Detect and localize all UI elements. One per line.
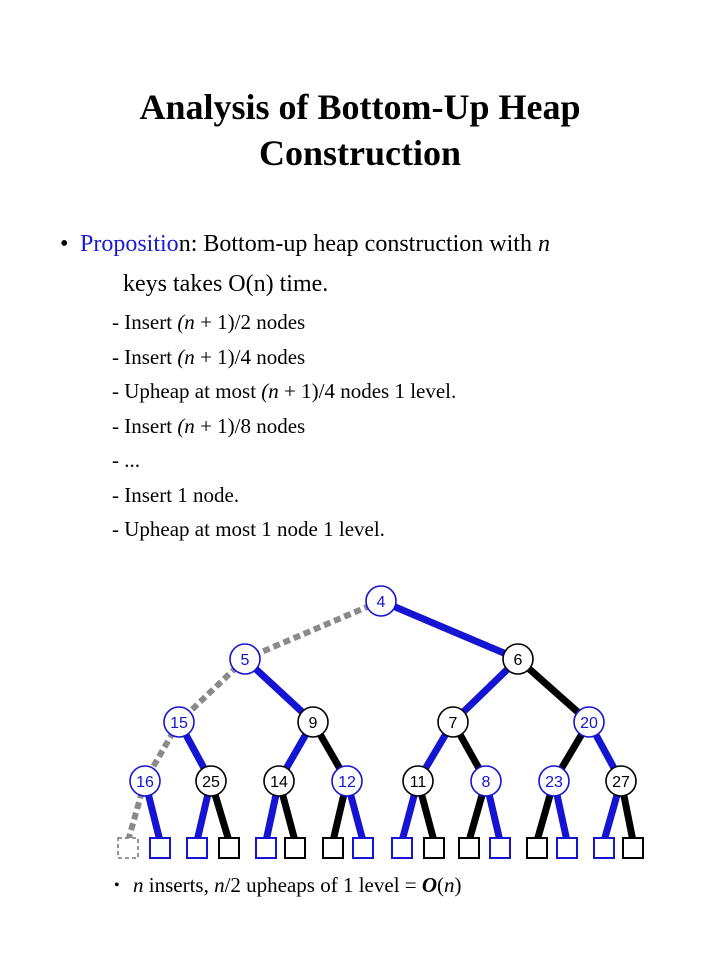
external-leaf-8 bbox=[392, 838, 412, 858]
heap-node bbox=[332, 766, 362, 796]
heap-node-label: 20 bbox=[580, 715, 598, 732]
heap-node bbox=[471, 766, 501, 796]
external-leaf-1 bbox=[150, 838, 170, 858]
heap-node bbox=[503, 644, 533, 674]
external-leaf-2 bbox=[187, 838, 207, 858]
heap-node bbox=[438, 707, 468, 737]
step-item: - ... bbox=[112, 448, 140, 472]
heap-node-label: 9 bbox=[308, 715, 318, 732]
heap-node-label: 25 bbox=[202, 774, 220, 791]
heap-node bbox=[230, 644, 260, 674]
step-item: - Upheap at most 1 node 1 level. bbox=[112, 517, 385, 541]
heap-node-label: 15 bbox=[170, 715, 188, 732]
proposition-line bbox=[60, 228, 550, 260]
n-variable: n bbox=[537, 231, 550, 257]
heap-node-label: 14 bbox=[270, 774, 288, 791]
heap-node-label: 8 bbox=[481, 774, 491, 791]
heap-node bbox=[130, 766, 160, 796]
proposition-text: : Bottom-up heap construction with bbox=[190, 231, 538, 257]
external-leaf-4 bbox=[256, 838, 276, 858]
proposition-continuation: keys takes O(n) time. bbox=[123, 271, 329, 297]
external-leaf-14 bbox=[594, 838, 614, 858]
heap-node-label: 12 bbox=[338, 774, 356, 791]
steps-list bbox=[112, 306, 456, 548]
heap-node-label: 11 bbox=[409, 774, 427, 791]
heap-node-label: 23 bbox=[545, 774, 563, 791]
external-leaf-9 bbox=[424, 838, 444, 858]
step-item: - Insert (n + 1)/2 nodes bbox=[112, 310, 306, 334]
heap-node-label: 27 bbox=[612, 774, 630, 791]
slide-title bbox=[0, 84, 720, 176]
step-item: - Insert (n + 1)/4 nodes bbox=[112, 344, 306, 369]
external-leaf-12 bbox=[527, 838, 547, 858]
external-leaf-13 bbox=[557, 838, 577, 858]
heap-node bbox=[196, 766, 226, 796]
caption-bullet-icon: • bbox=[114, 877, 120, 894]
tree-edge-r-a bbox=[245, 601, 381, 659]
title-line-1: Analysis of Bottom-Up Heap bbox=[139, 87, 581, 127]
external-leaf-11 bbox=[490, 838, 510, 858]
heap-node-label: 4 bbox=[376, 594, 386, 611]
title-line-2: Construction bbox=[258, 133, 461, 173]
heap-node bbox=[264, 766, 294, 796]
heap-node-label: 7 bbox=[448, 715, 458, 732]
heap-node-label: 5 bbox=[240, 652, 250, 669]
external-leaf-10 bbox=[459, 838, 479, 858]
heap-node bbox=[366, 586, 396, 616]
heap-node bbox=[539, 766, 569, 796]
proposition-word-end: n bbox=[178, 231, 191, 257]
step-item: - Insert (n + 1)/8 nodes bbox=[112, 413, 306, 438]
heap-node bbox=[403, 766, 433, 796]
heap-node bbox=[164, 707, 194, 737]
heap-node bbox=[606, 766, 636, 796]
proposition-word-blue: Propositio bbox=[80, 231, 179, 257]
step-item: - Upheap at most (n + 1)/4 nodes 1 level. bbox=[112, 379, 457, 403]
heap-node bbox=[298, 707, 328, 737]
step-item: - Insert 1 node. bbox=[112, 482, 240, 507]
external-leaf-5 bbox=[285, 838, 305, 858]
heap-node-label: 6 bbox=[513, 652, 523, 669]
heap-tree-diagram bbox=[0, 575, 720, 865]
external-leaf-3 bbox=[219, 838, 239, 858]
bullet-icon: • bbox=[60, 231, 69, 257]
caption-line: • n inserts, n/2 upheaps of 1 level = O(n) bbox=[114, 870, 462, 901]
tree-edge-r-b bbox=[381, 601, 518, 659]
external-leaf-0 bbox=[118, 838, 138, 858]
heap-node bbox=[574, 707, 604, 737]
heap-node-label: 16 bbox=[136, 774, 154, 791]
external-leaf-6 bbox=[323, 838, 343, 858]
external-leaf-15 bbox=[623, 838, 643, 858]
external-leaf-7 bbox=[353, 838, 373, 858]
